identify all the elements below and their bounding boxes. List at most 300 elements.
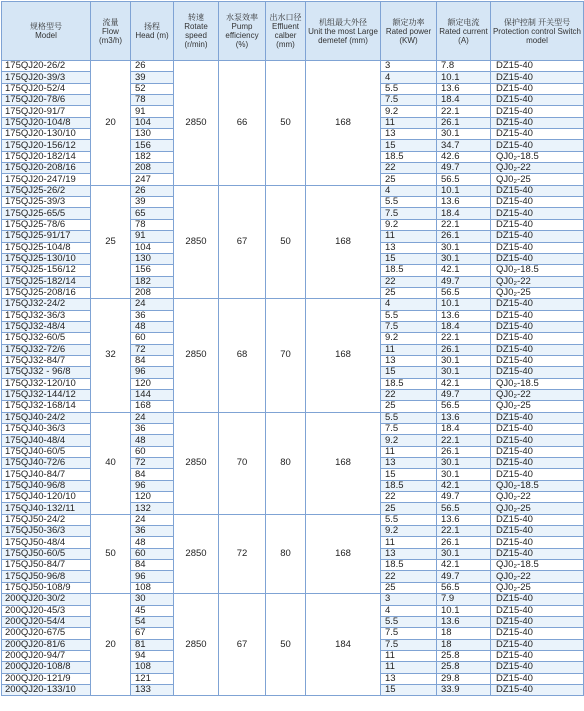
cell-current: 22.1 [437,435,491,446]
cell-head: 84 [131,355,174,366]
header-caliber-cn: 出水口径 [269,13,302,22]
cell-model: 200QJ20-94/7 [2,650,91,661]
cell-power: 11 [381,537,437,548]
header-current-cn: 额定电流 [447,17,480,27]
cell-current: 30.1 [437,129,491,140]
cell-model: 200QJ20-45/3 [2,605,91,616]
cell-head: 108 [131,582,174,593]
table-row [2,412,584,423]
cell-power: 13 [381,355,437,366]
cell-head: 156 [131,140,174,151]
cell-current: 49.7 [437,276,491,287]
cell-current: 18 [437,639,491,650]
cell-head: 60 [131,333,174,344]
cell-protection: DZ15-40 [491,628,584,639]
cell-head: 208 [131,163,174,174]
header-flow-en: Flow (m3/h) [98,26,123,45]
cell-protection: DZ15-40 [491,219,584,230]
cell-power: 13 [381,129,437,140]
cell-head: 168 [131,401,174,412]
cell-head: 54 [131,616,174,627]
cell-power: 11 [381,117,437,128]
cell-model: 175QJ20-52/4 [2,83,91,94]
cell-model: 175QJ32 - 96/8 [2,367,91,378]
cell-caliber: 70 [266,299,306,412]
cell-power: 5.5 [381,83,437,94]
cell-model: 175QJ32-84/7 [2,355,91,366]
cell-model: 175QJ40-72/6 [2,458,91,469]
cell-head: 132 [131,503,174,514]
cell-power: 7.5 [381,424,437,435]
cell-current: 18.4 [437,95,491,106]
cell-protection: DZ15-40 [491,83,584,94]
cell-head: 48 [131,435,174,446]
header-head-en: Head (m) [135,31,169,40]
cell-protection: QJ0₂-22 [491,163,584,174]
header-caliber [266,2,306,61]
cell-current: 18.4 [437,321,491,332]
header-head [131,2,174,61]
cell-model: 175QJ20-208/16 [2,163,91,174]
cell-flow: 20 [91,61,131,186]
cell-power: 7.5 [381,95,437,106]
cell-protection: QJ0₂-22 [491,276,584,287]
cell-current: 25.8 [437,662,491,673]
cell-current: 30.1 [437,355,491,366]
cell-head: 120 [131,378,174,389]
cell-flow: 32 [91,299,131,412]
cell-diameter: 168 [306,514,381,593]
cell-current: 30.1 [437,367,491,378]
cell-head: 65 [131,208,174,219]
cell-protection: QJ0₂-18.5 [491,560,584,571]
cell-model: 175QJ50-96/8 [2,571,91,582]
cell-head: 78 [131,95,174,106]
header-power-en: Rated power (KW) [385,26,432,45]
header-power [381,2,437,61]
header-current-en: Rated current (A) [439,26,488,45]
cell-current: 56.5 [437,174,491,185]
cell-current: 26.1 [437,117,491,128]
cell-protection: DZ15-40 [491,458,584,469]
cell-protection: DZ15-40 [491,344,584,355]
cell-flow: 40 [91,412,131,514]
cell-power: 11 [381,231,437,242]
cell-power: 4 [381,72,437,83]
cell-head: 182 [131,276,174,287]
cell-current: 49.7 [437,389,491,400]
cell-current: 18.4 [437,424,491,435]
cell-power: 7.5 [381,321,437,332]
cell-head: 78 [131,219,174,230]
cell-power: 13 [381,673,437,684]
cell-model: 175QJ32-36/3 [2,310,91,321]
cell-current: 22.1 [437,106,491,117]
cell-current: 30.1 [437,469,491,480]
cell-head: 182 [131,151,174,162]
header-speed-en: Rotate speed (r/min) [184,22,208,49]
cell-protection: QJ0₂-25 [491,287,584,298]
cell-current: 56.5 [437,582,491,593]
cell-caliber: 80 [266,412,306,514]
cell-caliber: 80 [266,514,306,593]
cell-power: 22 [381,389,437,400]
cell-head: 84 [131,469,174,480]
header-flow-cn: 流量 [102,17,119,27]
cell-power: 9.2 [381,219,437,230]
table-row [2,594,584,605]
cell-power: 13 [381,242,437,253]
table-row [2,299,584,310]
cell-power: 22 [381,492,437,503]
cell-model: 175QJ25-65/5 [2,208,91,219]
cell-model: 175QJ20-78/6 [2,95,91,106]
cell-diameter: 168 [306,412,381,514]
cell-power: 3 [381,594,437,605]
cell-power: 11 [381,662,437,673]
cell-head: 26 [131,61,174,72]
cell-power: 25 [381,174,437,185]
header-protection [491,2,584,61]
cell-head: 144 [131,389,174,400]
cell-protection: DZ15-40 [491,616,584,627]
cell-power: 18.5 [381,151,437,162]
cell-diameter: 168 [306,299,381,412]
cell-power: 5.5 [381,514,437,525]
cell-model: 175QJ50-48/4 [2,537,91,548]
table-row [2,514,584,525]
cell-model: 200QJ20-54/4 [2,616,91,627]
cell-model: 175QJ40-96/8 [2,480,91,491]
cell-head: 48 [131,321,174,332]
cell-model: 175QJ25-39/3 [2,197,91,208]
cell-power: 9.2 [381,333,437,344]
cell-protection: DZ15-40 [491,95,584,106]
header-head-cn: 扬程 [144,22,160,31]
header-model-cn: 规格型号 [30,22,62,31]
cell-model: 175QJ25-182/14 [2,276,91,287]
cell-protection: QJ0₂-22 [491,389,584,400]
header-caliber-en: Effluent calber (mm) [272,22,299,49]
cell-protection: DZ15-40 [491,594,584,605]
cell-head: 104 [131,242,174,253]
cell-current: 29.8 [437,673,491,684]
cell-protection: DZ15-40 [491,355,584,366]
cell-head: 247 [131,174,174,185]
cell-power: 15 [381,469,437,480]
cell-protection: DZ15-40 [491,299,584,310]
cell-model: 175QJ50-60/5 [2,548,91,559]
cell-protection: DZ15-40 [491,208,584,219]
cell-current: 42.1 [437,378,491,389]
cell-head: 39 [131,197,174,208]
cell-model: 200QJ20-133/10 [2,684,91,695]
cell-head: 45 [131,605,174,616]
cell-power: 9.2 [381,526,437,537]
cell-current: 7.8 [437,61,491,72]
cell-model: 200QJ20-30/2 [2,594,91,605]
header-speed [174,2,219,61]
cell-model: 175QJ20-39/3 [2,72,91,83]
cell-current: 13.6 [437,616,491,627]
cell-protection: DZ15-40 [491,197,584,208]
cell-power: 11 [381,344,437,355]
cell-current: 13.6 [437,83,491,94]
cell-power: 15 [381,684,437,695]
cell-current: 26.1 [437,537,491,548]
cell-current: 34.7 [437,140,491,151]
cell-power: 9.2 [381,435,437,446]
cell-power: 18.5 [381,480,437,491]
cell-protection: DZ15-40 [491,61,584,72]
cell-head: 208 [131,287,174,298]
cell-speed: 2850 [174,514,219,593]
cell-protection: DZ15-40 [491,333,584,344]
cell-protection: DZ15-40 [491,526,584,537]
cell-speed: 2850 [174,185,219,298]
cell-head: 96 [131,571,174,582]
cell-current: 56.5 [437,287,491,298]
cell-power: 18.5 [381,265,437,276]
cell-model: 175QJ50-24/2 [2,514,91,525]
cell-model: 200QJ20-67/5 [2,628,91,639]
cell-model: 175QJ20-130/10 [2,129,91,140]
cell-power: 22 [381,163,437,174]
cell-head: 36 [131,310,174,321]
cell-protection: DZ15-40 [491,72,584,83]
cell-power: 25 [381,401,437,412]
header-model-en: Model [35,31,57,40]
cell-head: 72 [131,344,174,355]
cell-current: 10.1 [437,72,491,83]
cell-model: 175QJ25-104/8 [2,242,91,253]
cell-efficiency: 67 [219,185,266,298]
cell-current: 18.4 [437,208,491,219]
cell-model: 175QJ20-91/7 [2,106,91,117]
cell-head: 24 [131,299,174,310]
cell-protection: DZ15-40 [491,435,584,446]
header-power-cn: 额定功率 [392,17,425,27]
cell-current: 56.5 [437,503,491,514]
cell-flow: 25 [91,185,131,298]
cell-protection: QJ0₂-25 [491,582,584,593]
cell-current: 13.6 [437,197,491,208]
cell-current: 22.1 [437,219,491,230]
cell-head: 24 [131,412,174,423]
cell-power: 4 [381,605,437,616]
cell-head: 39 [131,72,174,83]
pump-spec-table [1,1,584,696]
cell-model: 175QJ40-84/7 [2,469,91,480]
cell-power: 25 [381,582,437,593]
cell-protection: DZ15-40 [491,514,584,525]
cell-current: 30.1 [437,242,491,253]
cell-current: 10.1 [437,299,491,310]
cell-power: 25 [381,503,437,514]
cell-speed: 2850 [174,61,219,186]
cell-current: 49.7 [437,492,491,503]
header-speed-cn: 转速 [188,13,204,22]
cell-power: 5.5 [381,197,437,208]
header-efficiency-en: Pump efficiency (%) [225,22,259,49]
cell-model: 175QJ50-36/3 [2,526,91,537]
header-protection-en: Protection control Switch model [492,26,582,45]
cell-speed: 2850 [174,299,219,412]
cell-current: 10.1 [437,605,491,616]
cell-current: 18 [437,628,491,639]
cell-head: 104 [131,117,174,128]
cell-protection: DZ15-40 [491,321,584,332]
cell-head: 24 [131,514,174,525]
cell-head: 91 [131,106,174,117]
cell-head: 94 [131,650,174,661]
cell-current: 30.1 [437,548,491,559]
cell-head: 156 [131,265,174,276]
cell-efficiency: 67 [219,594,266,696]
cell-head: 96 [131,480,174,491]
cell-efficiency: 68 [219,299,266,412]
cell-protection: DZ15-40 [491,650,584,661]
header-row [2,2,584,61]
header-model [2,2,91,61]
cell-current: 10.1 [437,185,491,196]
table-body [2,61,584,696]
cell-model: 175QJ32-120/10 [2,378,91,389]
table-row [2,185,584,196]
cell-model: 175QJ32-48/4 [2,321,91,332]
cell-model: 175QJ20-247/19 [2,174,91,185]
cell-flow: 20 [91,594,131,696]
cell-model: 175QJ25-208/16 [2,287,91,298]
cell-protection: DZ15-40 [491,548,584,559]
cell-power: 15 [381,253,437,264]
cell-protection: DZ15-40 [491,117,584,128]
cell-model: 175QJ40-120/10 [2,492,91,503]
cell-model: 175QJ25-156/12 [2,265,91,276]
cell-current: 49.7 [437,571,491,582]
cell-current: 42.1 [437,560,491,571]
cell-flow: 50 [91,514,131,593]
cell-head: 72 [131,458,174,469]
cell-head: 81 [131,639,174,650]
cell-protection: DZ15-40 [491,242,584,253]
cell-head: 84 [131,560,174,571]
header-diameter-cn: 机组最大外径 [319,17,367,27]
cell-protection: QJ0₂-22 [491,571,584,582]
cell-model: 175QJ25-26/2 [2,185,91,196]
cell-model: 175QJ20-104/8 [2,117,91,128]
cell-power: 18.5 [381,378,437,389]
cell-power: 15 [381,140,437,151]
cell-current: 30.1 [437,253,491,264]
cell-protection: QJ0₂-22 [491,492,584,503]
header-diameter-en: Unit the most Large demetef (mm) [308,26,378,45]
cell-model: 200QJ20-81/6 [2,639,91,650]
cell-model: 175QJ40-132/11 [2,503,91,514]
cell-protection: DZ15-40 [491,469,584,480]
cell-model: 175QJ25-91/17 [2,231,91,242]
cell-protection: QJ0₂-18.5 [491,378,584,389]
cell-power: 11 [381,650,437,661]
cell-protection: DZ15-40 [491,253,584,264]
table-row [2,61,584,72]
cell-power: 3 [381,61,437,72]
cell-model: 175QJ50-84/7 [2,560,91,571]
cell-protection: QJ0₂-18.5 [491,265,584,276]
cell-power: 9.2 [381,106,437,117]
cell-protection: DZ15-40 [491,662,584,673]
cell-model: 175QJ25-130/10 [2,253,91,264]
cell-power: 7.5 [381,628,437,639]
cell-protection: DZ15-40 [491,684,584,695]
cell-current: 49.7 [437,163,491,174]
cell-power: 13 [381,458,437,469]
cell-efficiency: 72 [219,514,266,593]
cell-protection: DZ15-40 [491,537,584,548]
cell-model: 175QJ32-60/5 [2,333,91,344]
cell-head: 52 [131,83,174,94]
cell-power: 22 [381,571,437,582]
cell-model: 175QJ32-144/12 [2,389,91,400]
cell-head: 120 [131,492,174,503]
cell-power: 22 [381,276,437,287]
cell-power: 5.5 [381,616,437,627]
cell-current: 56.5 [437,401,491,412]
cell-protection: DZ15-40 [491,310,584,321]
cell-protection: DZ15-40 [491,412,584,423]
cell-current: 42.1 [437,265,491,276]
cell-protection: QJ0₂-18.5 [491,151,584,162]
cell-diameter: 168 [306,185,381,298]
cell-protection: QJ0₂-18.5 [491,480,584,491]
cell-head: 60 [131,446,174,457]
cell-head: 36 [131,424,174,435]
cell-model: 175QJ40-48/4 [2,435,91,446]
cell-protection: DZ15-40 [491,673,584,684]
cell-head: 60 [131,548,174,559]
cell-model: 175QJ25-78/6 [2,219,91,230]
cell-caliber: 50 [266,594,306,696]
cell-diameter: 184 [306,594,381,696]
cell-power: 7.5 [381,639,437,650]
cell-head: 108 [131,662,174,673]
header-efficiency-cn: 水泵效率 [226,13,258,22]
cell-current: 42.6 [437,151,491,162]
cell-head: 133 [131,684,174,695]
cell-protection: DZ15-40 [491,605,584,616]
cell-current: 26.1 [437,344,491,355]
cell-model: 200QJ20-108/8 [2,662,91,673]
cell-protection: DZ15-40 [491,424,584,435]
cell-protection: DZ15-40 [491,231,584,242]
cell-power: 18.5 [381,560,437,571]
cell-current: 25.8 [437,650,491,661]
cell-model: 175QJ20-156/12 [2,140,91,151]
cell-power: 5.5 [381,412,437,423]
cell-current: 22.1 [437,333,491,344]
cell-protection: QJ0₂-25 [491,174,584,185]
cell-current: 13.6 [437,412,491,423]
cell-power: 15 [381,367,437,378]
cell-current: 42.1 [437,480,491,491]
cell-efficiency: 66 [219,61,266,186]
cell-head: 96 [131,367,174,378]
cell-model: 200QJ20-121/9 [2,673,91,684]
header-efficiency [219,2,266,61]
cell-model: 175QJ50-108/9 [2,582,91,593]
cell-caliber: 50 [266,185,306,298]
cell-power: 7.5 [381,208,437,219]
